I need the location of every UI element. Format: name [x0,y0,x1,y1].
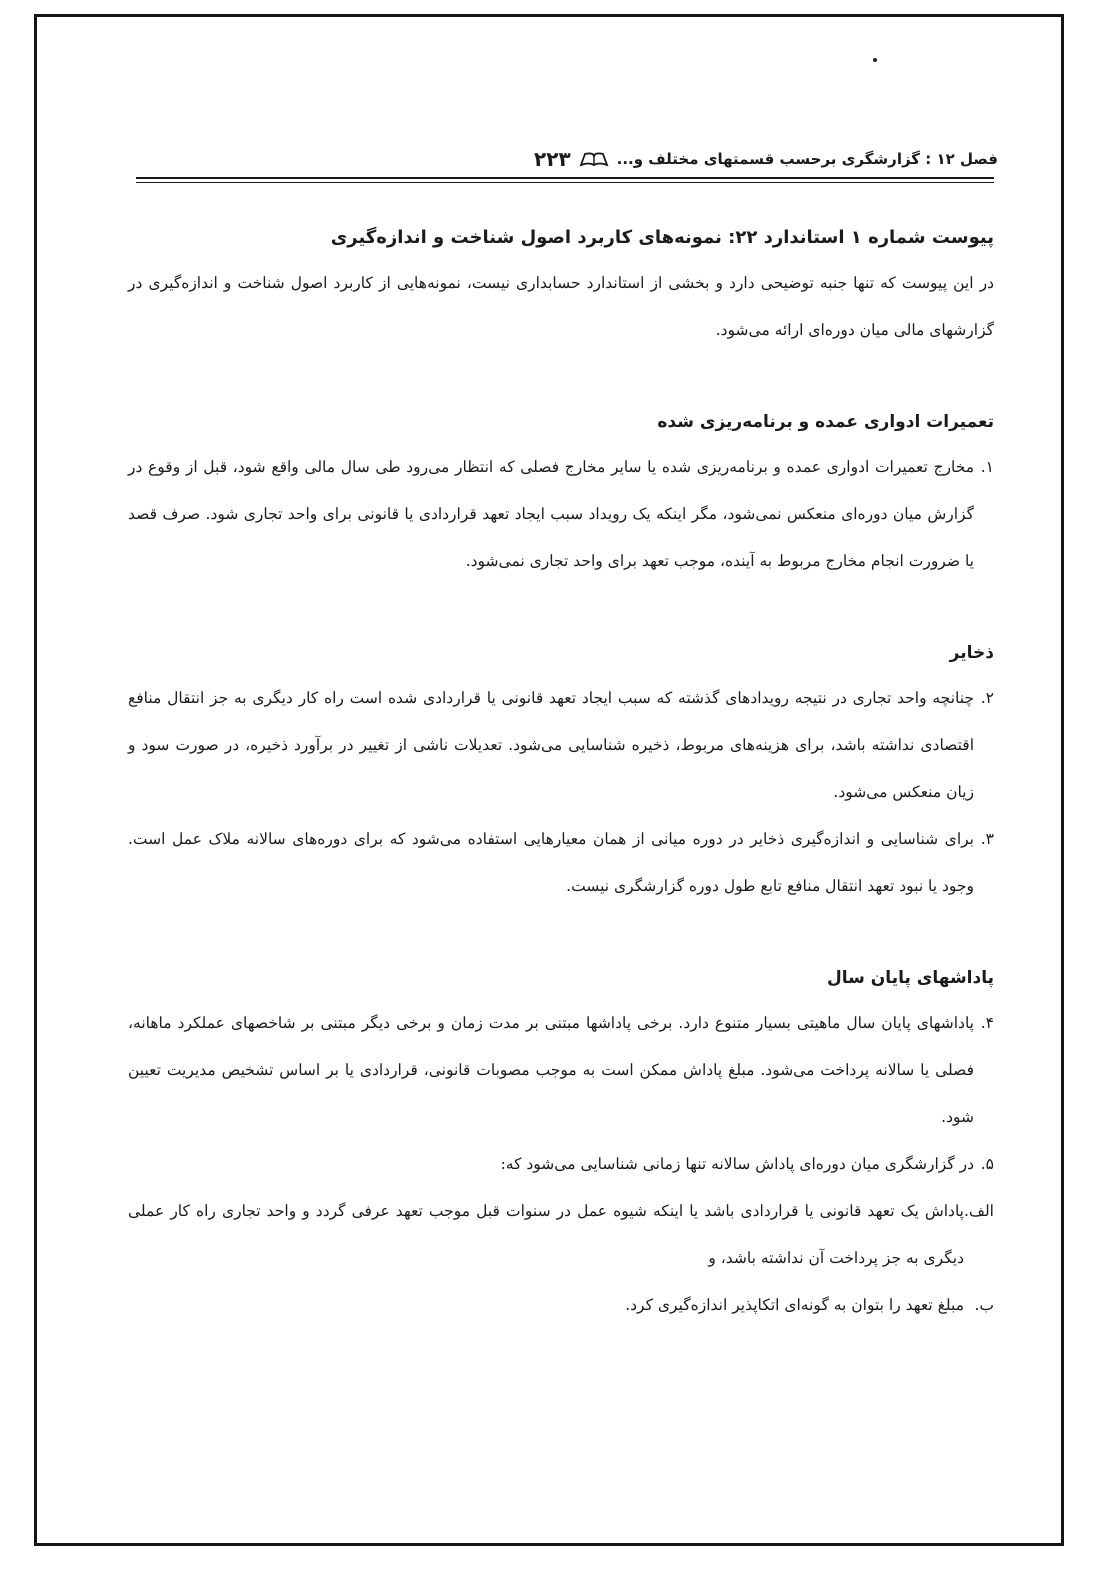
sub-item-letter: الف. [963,1202,994,1220]
page-number: ۲۲۳ [534,147,571,171]
item-text: برای شناسایی و اندازه‌گیری ذخایر در دوره میانی از همان معیارهایی استفاده می‌شود که برای دوره‌های سالانه ملاک عمل است. وجود یا نبود تعهد انتقال منافع تابع طول دوره گزارشگری نیست. [128,830,974,895]
item-number: ۳. [980,830,994,848]
appendix-title: پیوست شماره ۱ استاندارد ۲۲: نمونه‌های کاربرد اصول شناخت و اندازه‌گیری [330,227,994,248]
document-body [128,216,994,1329]
list-item [128,1000,994,1141]
header-rule-thin [136,182,994,183]
item-number: ۲. [980,689,994,707]
item-text: مخارج تعمیرات ادواری عمده و برنامه‌ریزی شده یا سایر مخارج فصلی که انتظار می‌رود طی سال مالی واقع شود، قبل از وقوع در گزارش میان دوره‌ای منعکس نمی‌شود، مگر اینکه یک رویداد سبب ایجاد تعهد قراردادی یا قانونی برای واحد تجاری شود. صرف قصد یا ضرورت انجام مخارج مربوط به آینده، موجب تعهد برای واحد تجاری نمی‌شود. [128,458,974,570]
sub-list-item [128,1188,994,1282]
item-number: ۱. [980,458,994,476]
item-number: ۴. [980,1014,994,1032]
header-rule [136,177,994,179]
sub-item-letter: ب. [974,1296,994,1314]
item-number: ۵. [980,1155,994,1173]
sub-list-item [128,1282,994,1329]
item-text: چنانچه واحد تجاری در نتیجه رویدادهای گذشته که سبب ایجاد تعهد قانونی یا قراردادی شده است راه کار دیگری به جز انتقال منافع اقتصادی نداشته باشد، برای هزینه‌های مربوط، ذخیره شناسایی می‌شود. تعدیلات ناشی از تغییر در برآورد ذخیره، در صورت سود و زیان منعکس می‌شود. [128,689,974,801]
section-title-bonuses: پاداشهای پایان سال [827,968,994,988]
item-text: پاداشهای پایان سال ماهیتی بسیار متنوع دارد. برخی پاداشها مبتنی بر مدت زمان و برخی دیگر مبتنی بر شاخصهای عملکرد ماهانه، فصلی یا سالانه پرداخت می‌شود. مبلغ پاداش ممکن است به موجب مصوبات قانونی، قراردادی یا بر اساس تشخیص مدیریت تعیین شود. [128,1014,974,1126]
section-title-repairs: تعمیرات ادواری عمده و برنامه‌ریزی شده [657,412,994,432]
appendix-intro: در این پیوست که تنها جنبه توضیحی دارد و بخشی از استاندارد حسابداری نیست، نمونه‌هایی از کاربرد اصول شناخت و اندازه‌گیری در گزارشهای مالی میان دوره‌ای ارائه می‌شود. [128,274,994,339]
chapter-title: فصل ۱۲ : گزارشگری برحسب قسمتهای مختلف و... [616,150,998,168]
list-item [128,816,994,910]
list-item [128,675,994,816]
list-item [128,444,994,585]
running-header [136,146,998,172]
section-title-provisions: ذخایر [949,643,994,663]
item-text: در گزارشگری میان دوره‌ای پاداش سالانه تنها زمانی شناسایی می‌شود که: [500,1155,974,1173]
book-icon [579,151,609,167]
scan-speck [873,58,877,62]
sub-item-text: مبلغ تعهد را بتوان به گونه‌ای اتکاپذیر اندازه‌گیری کرد. [625,1296,964,1314]
list-item [128,1141,994,1188]
sub-item-text: پاداش یک تعهد قانونی یا قراردادی باشد یا اینکه شیوه عمل در سنوات قبل موجب تعهد عرفی گردد و واحد تجاری راه کار عملی دیگری به جز پرداخت آن نداشته باشد، و [128,1202,964,1267]
